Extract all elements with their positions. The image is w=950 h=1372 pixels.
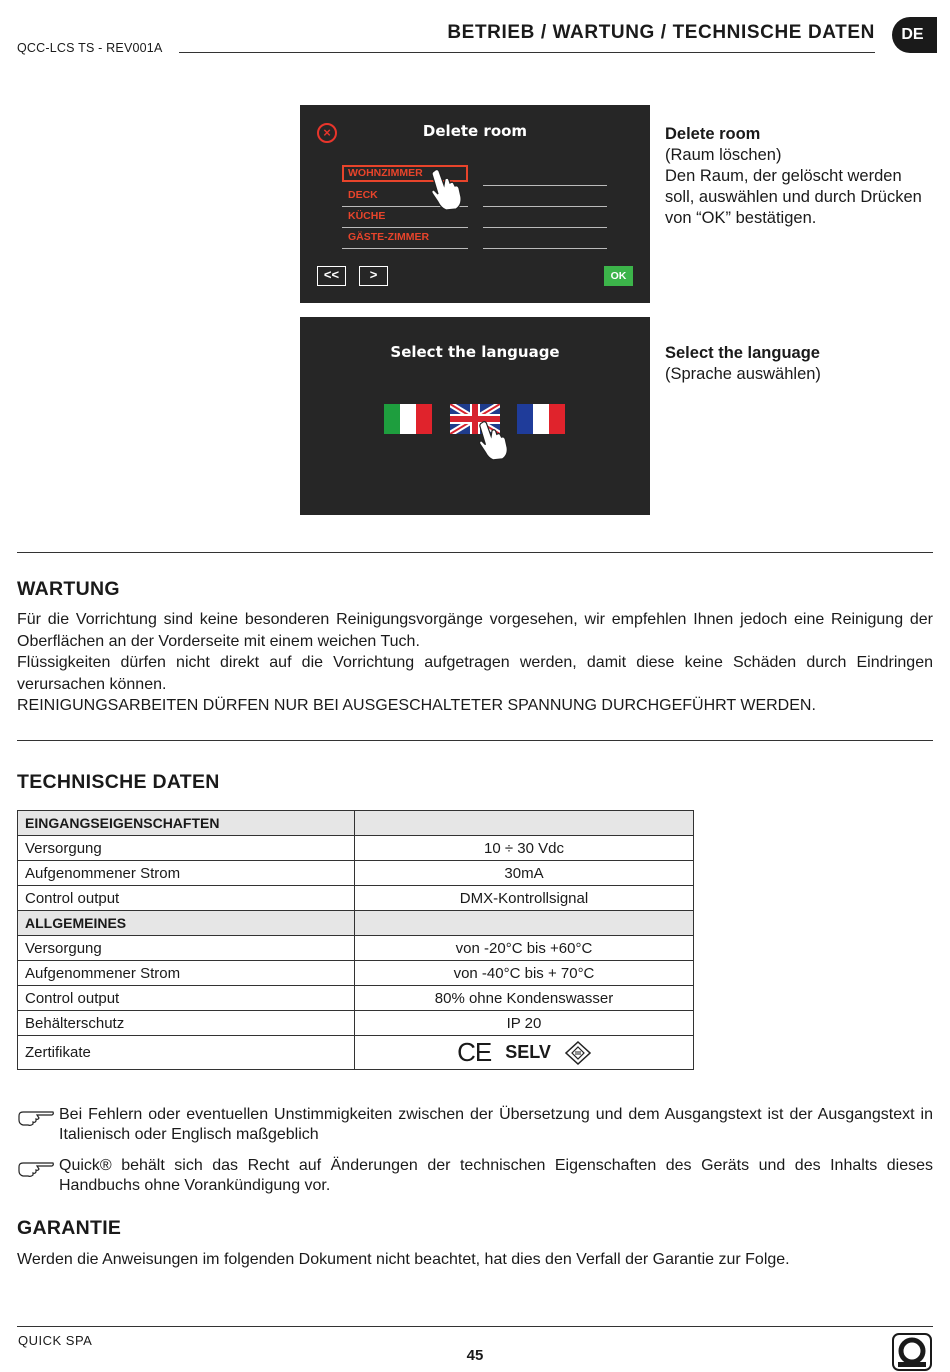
class-iii-icon <box>565 1041 591 1065</box>
garantie-title: GARANTIE <box>17 1217 122 1239</box>
section-divider <box>17 740 933 741</box>
row-value: DMX-Kontrollsignal <box>355 886 694 911</box>
footer-company: QUICK SPA <box>18 1333 93 1348</box>
wartung-paragraph-1: Für die Vorrichtung sind keine besonderen Reinigungsvorgänge vorgesehen, wir empfehlen Ihnen jedoch eine Reinigung der Oberflächen an der Vorderseite mit einem weichen Tuch. <box>17 611 933 650</box>
note-translation-text: Bei Fehlern oder eventuellen Unstimmigkeiten zwischen der Übersetzung und dem Ausgangstext ist der Ausgangstext in Italienisch oder Englisch maßgeblich <box>59 1106 933 1143</box>
room-value-line <box>483 165 607 186</box>
header-rule <box>179 52 875 53</box>
pointing-finger-icon <box>17 1158 55 1178</box>
room-value-line <box>483 228 607 249</box>
pointing-hand-icon <box>476 419 510 461</box>
row-label: Aufgenommener Strom <box>18 961 355 986</box>
table-row <box>18 961 694 986</box>
note-rights-text: Quick® behält sich das Recht auf Änderungen der technischen Eigenschaften des Geräts und des Inhalts dieses Handbuchs ohne Vorankündigung vor. <box>59 1157 933 1194</box>
row-label: Control output <box>18 886 355 911</box>
note-translation <box>17 1105 933 1145</box>
document-code: QCC-LCS TS - REV001A <box>17 41 163 55</box>
row-label: Versorgung <box>18 836 355 861</box>
row-value: 30mA <box>355 861 694 886</box>
flag-italy-icon[interactable] <box>384 404 432 434</box>
table-row <box>18 1011 694 1036</box>
language-badge: DE <box>892 17 937 53</box>
select-language-caption <box>665 343 935 385</box>
room-value-line <box>483 186 607 207</box>
room-value-line <box>483 207 607 228</box>
room-item-kueche[interactable]: KÜCHE <box>342 207 468 228</box>
table-row <box>18 1036 694 1070</box>
row-label: Behälterschutz <box>18 1011 355 1036</box>
delete-room-title: Delete room <box>422 122 528 140</box>
room-item-wohnzimmer[interactable]: WOHNZIMMER <box>342 165 468 182</box>
certificates-cell <box>355 1036 694 1070</box>
group-label: ALLGEMEINES <box>18 911 355 936</box>
table-row <box>18 886 694 911</box>
delete-room-caption <box>665 124 935 229</box>
row-value: 10 ÷ 30 Vdc <box>355 836 694 861</box>
select-language-caption-title: Select the language <box>665 344 820 362</box>
technical-data-table <box>17 810 694 1070</box>
table-row <box>18 936 694 961</box>
table-group-row <box>18 811 694 836</box>
wartung-paragraph-3: REINIGUNGSARBEITEN DÜRFEN NUR BEI AUSGESCHALTETER SPANNUNG DURCHGEFÜHRT WERDEN. <box>17 697 816 714</box>
ce-mark-icon: CE <box>457 1037 492 1067</box>
row-label: Control output <box>18 986 355 1011</box>
close-icon[interactable]: × <box>317 123 337 143</box>
select-language-title: Select the language <box>390 343 560 361</box>
room-item-deck[interactable]: DECK <box>342 186 468 207</box>
table-group-row <box>18 911 694 936</box>
table-row <box>18 986 694 1011</box>
row-label: Zertifikate <box>18 1036 355 1070</box>
technische-daten-title: TECHNISCHE DATEN <box>17 771 220 793</box>
select-language-screen <box>300 317 650 515</box>
row-value: von -40°C bis + 70°C <box>355 961 694 986</box>
row-label: Aufgenommener Strom <box>18 861 355 886</box>
pointing-finger-icon <box>17 1107 55 1127</box>
quick-logo-icon <box>892 1333 932 1371</box>
flag-france-icon[interactable] <box>517 404 565 434</box>
prev-page-button[interactable]: << <box>317 266 346 286</box>
row-value: von -20°C bis +60°C <box>355 936 694 961</box>
room-item-gaeste-zimmer[interactable]: GÄSTE-ZIMMER <box>342 228 468 249</box>
row-label: Versorgung <box>18 936 355 961</box>
room-value-lines <box>483 165 607 249</box>
page-number: 45 <box>466 1347 484 1364</box>
delete-room-caption-title: Delete room <box>665 125 761 143</box>
note-rights <box>17 1156 933 1196</box>
wartung-title: WARTUNG <box>17 578 120 600</box>
delete-room-caption-subtitle: (Raum löschen) <box>665 146 782 164</box>
garantie-text: Werden die Anweisungen im folgenden Dokument nicht beachtet, hat dies den Verfall der Garantie zur Folge. <box>17 1251 790 1268</box>
row-value: 80% ohne Kondenswasser <box>355 986 694 1011</box>
selv-mark: SELV <box>505 1042 551 1062</box>
wartung-text <box>17 609 933 717</box>
ok-button[interactable]: OK <box>604 266 633 286</box>
delete-room-screen <box>300 105 650 303</box>
wartung-paragraph-2: Flüssigkeiten dürfen nicht direkt auf die Vorrichtung aufgetragen werden, damit diese keine Schäden durch Eindringen verursachen können. <box>17 654 933 693</box>
row-value: IP 20 <box>355 1011 694 1036</box>
section-divider <box>17 552 933 553</box>
table-row <box>18 836 694 861</box>
footer-rule <box>17 1326 933 1327</box>
table-row <box>18 861 694 886</box>
page-title: BETRIEB / WARTUNG / TECHNISCHE DATEN <box>447 22 875 43</box>
delete-room-caption-text: Den Raum, der gelöscht werden soll, auswählen und durch Drücken von “OK” bestätigen. <box>665 167 922 227</box>
group-label: EINGANGSEIGENSCHAFTEN <box>18 811 355 836</box>
next-page-button[interactable]: > <box>359 266 388 286</box>
select-language-caption-subtitle: (Sprache auswählen) <box>665 365 821 383</box>
pointing-hand-icon <box>428 167 464 211</box>
